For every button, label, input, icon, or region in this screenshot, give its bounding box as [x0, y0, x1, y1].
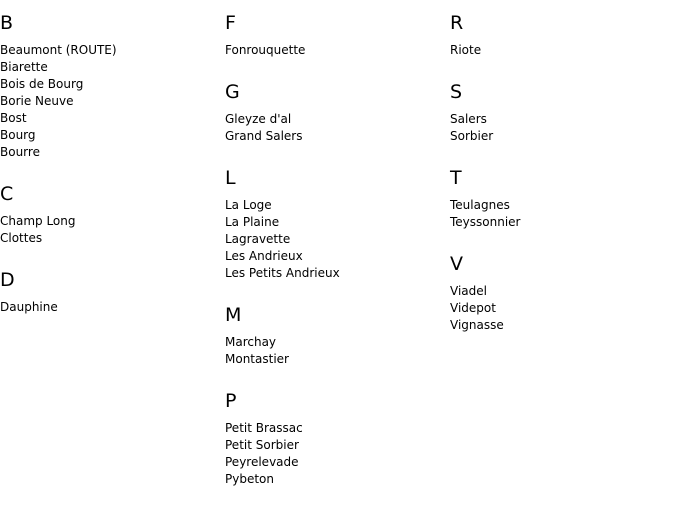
place-link[interactable]: Teulagnes — [450, 198, 510, 212]
letter-group-p — [225, 390, 445, 488]
place-link[interactable]: La Plaine — [225, 215, 280, 229]
letter-group-l — [225, 167, 445, 282]
place-list — [0, 42, 220, 161]
place-link[interactable]: Lagravette — [225, 232, 291, 246]
place-link[interactable]: Les Petits Andrieux — [225, 266, 340, 280]
place-link[interactable]: Videpot — [450, 301, 496, 315]
place-list — [225, 197, 445, 282]
place-link[interactable]: Petit Brassac — [225, 421, 303, 435]
letter-group-c — [0, 183, 220, 247]
place-link[interactable]: Bois de Bourg — [0, 77, 84, 91]
place-list — [225, 42, 445, 59]
place-list — [450, 197, 670, 231]
letter-heading: M — [225, 304, 242, 326]
place-link[interactable]: Viadel — [450, 284, 487, 298]
place-link[interactable]: Les Andrieux — [225, 249, 303, 263]
place-link[interactable]: Beaumont (ROUTE) — [0, 43, 117, 57]
index-column-1 — [0, 0, 220, 316]
letter-heading: L — [225, 167, 236, 189]
place-link[interactable]: Biarette — [0, 60, 48, 74]
place-list — [450, 283, 670, 334]
letter-group-d — [0, 269, 220, 316]
place-link[interactable]: Fonrouquette — [225, 43, 306, 57]
place-link[interactable]: Marchay — [225, 335, 277, 349]
place-link[interactable]: Borie Neuve — [0, 94, 74, 108]
letter-group-f — [225, 12, 445, 59]
letter-group-s — [450, 81, 670, 145]
place-link[interactable]: Bourre — [0, 145, 40, 159]
letter-heading: B — [0, 12, 14, 34]
place-link[interactable]: Sorbier — [450, 129, 494, 143]
letter-heading: C — [0, 183, 14, 205]
place-link[interactable]: Montastier — [225, 352, 289, 366]
place-list — [0, 299, 220, 316]
letter-group-b — [0, 12, 220, 161]
letter-group-g — [225, 81, 445, 145]
place-list — [225, 111, 445, 145]
letter-heading: F — [225, 12, 236, 34]
place-link[interactable]: Champ Long — [0, 214, 76, 228]
place-link[interactable]: Grand Salers — [225, 129, 303, 143]
place-link[interactable]: Pybeton — [225, 472, 274, 486]
letter-heading: R — [450, 12, 464, 34]
index-column-2 — [225, 0, 445, 488]
place-link[interactable]: Gleyze d'al — [225, 112, 292, 126]
place-link[interactable]: Teyssonnier — [450, 215, 521, 229]
place-list — [450, 111, 670, 145]
letter-group-t — [450, 167, 670, 231]
place-link[interactable]: Bourg — [0, 128, 36, 142]
place-link[interactable]: Salers — [450, 112, 487, 126]
place-link[interactable]: Vignasse — [450, 318, 504, 332]
place-list — [225, 420, 445, 488]
place-list — [450, 42, 670, 59]
letter-heading: D — [0, 269, 15, 291]
letter-group-v — [450, 253, 670, 334]
place-link[interactable]: La Loge — [225, 198, 272, 212]
letter-heading: G — [225, 81, 240, 103]
place-link[interactable]: Peyrelevade — [225, 455, 299, 469]
place-link[interactable]: Petit Sorbier — [225, 438, 299, 452]
place-list — [0, 213, 220, 247]
place-link[interactable]: Dauphine — [0, 300, 58, 314]
letter-heading: P — [225, 390, 237, 412]
place-link[interactable]: Clottes — [0, 231, 43, 245]
place-link[interactable]: Bost — [0, 111, 27, 125]
letter-heading: T — [450, 167, 462, 189]
place-link[interactable]: Riote — [450, 43, 482, 57]
letter-group-r — [450, 12, 670, 59]
letter-heading: S — [450, 81, 463, 103]
index-column-3 — [450, 0, 670, 334]
letter-group-m — [225, 304, 445, 368]
letter-heading: V — [450, 253, 463, 275]
place-list — [225, 334, 445, 368]
